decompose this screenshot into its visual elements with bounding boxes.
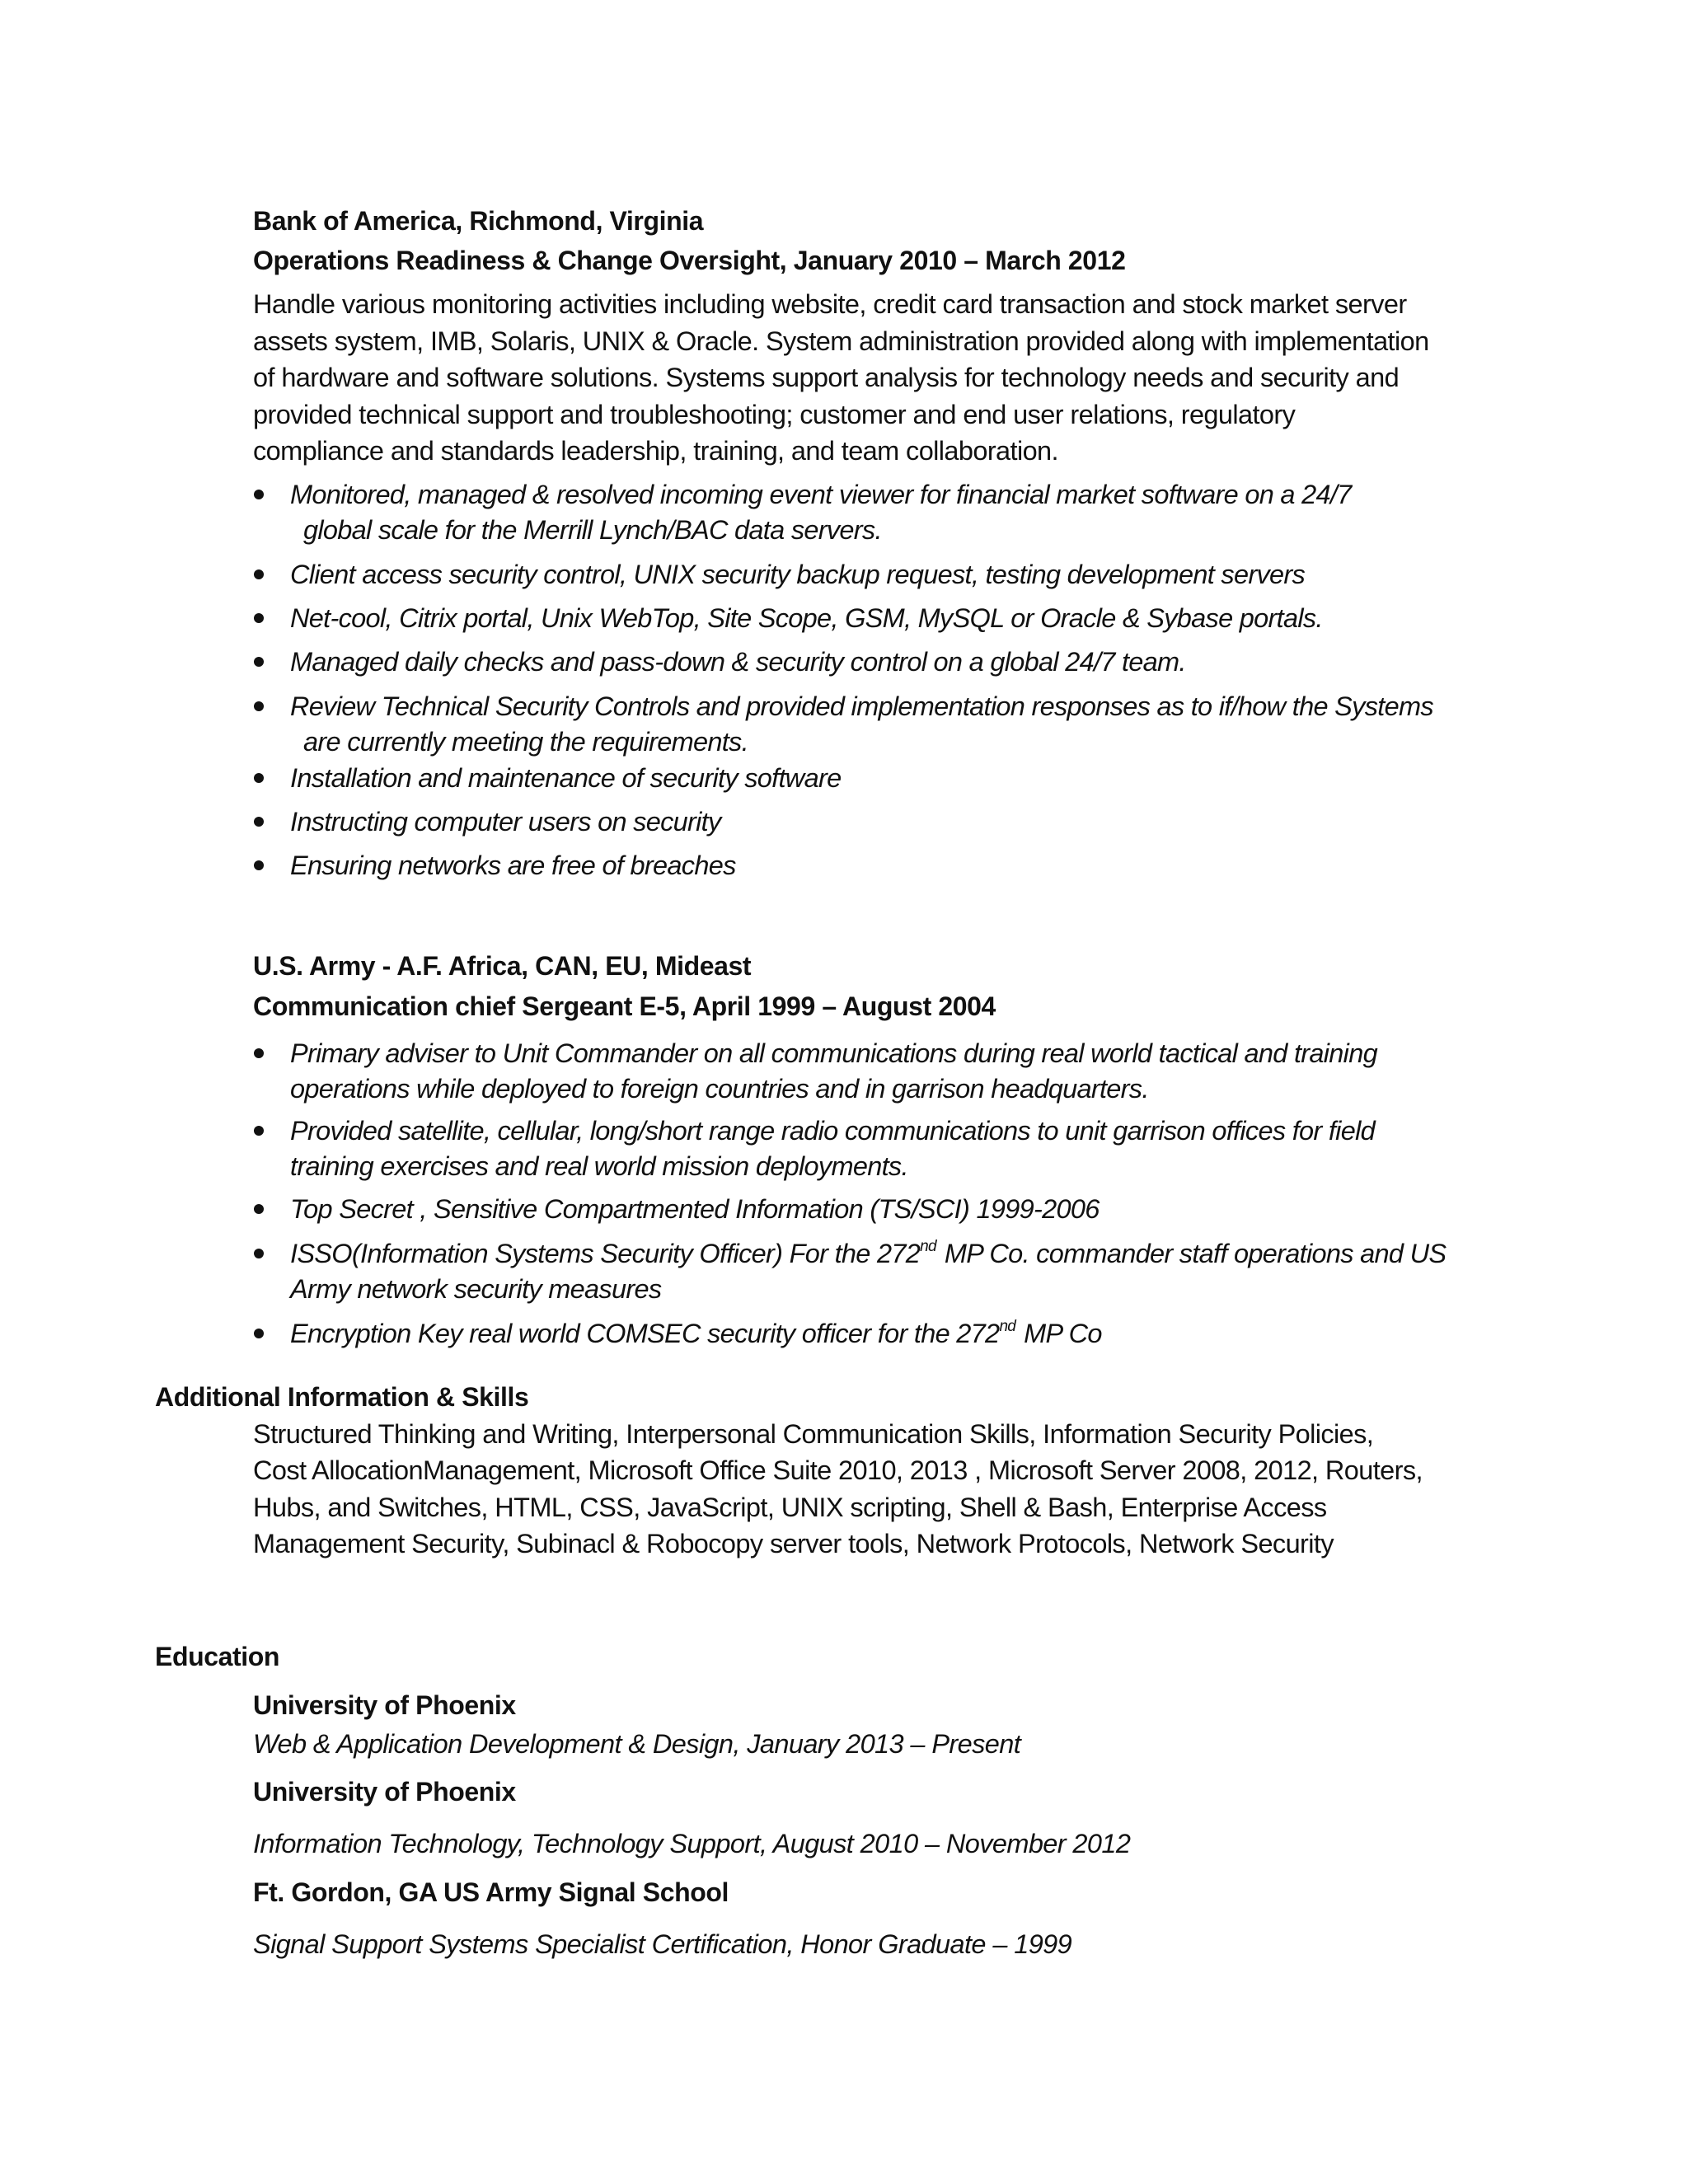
boa-bullet-4: Managed daily checks and pass-down & security control on a global 24/7 team. [290, 644, 1186, 680]
boa-description-line-3: of hardware and software solutions. Systems support analysis for technology needs and security and [253, 363, 1400, 392]
army-employer: U.S. Army - A.F. Africa, CAN, EU, Mideast [253, 951, 752, 981]
boa-bullet-5: Review Technical Security Controls and provided implementation responses as to if/how the Systems are currently meeting the requirements. [290, 689, 1433, 760]
boa-bullet-7: Instructing computer users on security [290, 804, 721, 840]
bullet-dot-icon [254, 1048, 264, 1058]
education-detail-1: Web & Application Development & Design, January 2013 – Present [253, 1729, 1021, 1759]
army-bullet-1: Primary adviser to Unit Commander on all communications during real world tactical and training operations while deployed to foreign countries and in garrison headquarters. [290, 1036, 1377, 1107]
boa-bullet-8: Ensuring networks are free of breaches [290, 848, 736, 883]
bullet-dot-icon [254, 1249, 264, 1258]
boa-role: Operations Readiness & Change Oversight, January 2010 – March 2012 [253, 246, 1126, 275]
skills-line-3: Hubs, and Switches, HTML, CSS, JavaScript, UNIX scripting, Shell & Bash, Enterprise Access [253, 1493, 1327, 1522]
bullet-dot-icon [254, 701, 264, 711]
education-title: Education [155, 1642, 280, 1671]
boa-description-line-1: Handle various monitoring activities including website, credit card transaction and stock market server [253, 289, 1407, 319]
army-bullet-3: Top Secret , Sensitive Compartmented Information (TS/SCI) 1999-2006 [290, 1192, 1100, 1227]
education-detail-2: Information Technology, Technology Support, August 2010 – November 2012 [253, 1829, 1131, 1858]
bullet-dot-icon [254, 613, 264, 623]
army-bullet-list [290, 0, 1526, 1401]
bullet-dot-icon [254, 1126, 264, 1136]
boa-description-line-2: assets system, IMB, Solaris, UNIX & Oracle. System administration provided along with implementation [253, 326, 1429, 356]
army-bullet-2: Provided satellite, cellular, long/short range radio communications to unit garrison offices for field training exercises and real world mission deployments. [290, 1113, 1375, 1184]
boa-bullet-3: Net-cool, Citrix portal, Unix WebTop, Site Scope, GSM, MySQL or Oracle & Sybase portals. [290, 601, 1323, 636]
army-bullet-4: ISSO(Information Systems Security Officer) For the 272nd MP Co. commander staff operations and US Army network security measures [290, 1236, 1446, 1307]
boa-bullet-2: Client access security control, UNIX security backup request, testing development servers [290, 557, 1305, 593]
boa-employer: Bank of America, Richmond, Virginia [253, 206, 704, 236]
army-bullet-5: Encryption Key real world COMSEC security officer for the 272nd MP Co [290, 1316, 1102, 1352]
bullet-dot-icon [254, 657, 264, 667]
boa-bullet-1: Monitored, managed & resolved incoming event viewer for financial market software on a 24/7 global scale for the Merrill Lynch/BAC data servers. [290, 477, 1352, 548]
boa-bullet-6: Installation and maintenance of security software [290, 761, 841, 796]
ordinal-superscript: nd [999, 1318, 1016, 1335]
bullet-dot-icon [254, 817, 264, 827]
bullet-dot-icon [254, 773, 264, 783]
boa-description-line-5: compliance and standards leadership, training, and team collaboration. [253, 436, 1058, 466]
education-school-1: University of Phoenix [253, 1690, 516, 1720]
bullet-dot-icon [254, 1329, 264, 1338]
bullet-dot-icon [254, 490, 264, 499]
boa-description-line-4: provided technical support and troubleshooting; customer and end user relations, regulatory [253, 400, 1296, 429]
skills-line-4: Management Security, Subinacl & Robocopy server tools, Network Protocols, Network Security [253, 1529, 1334, 1558]
education-school-2: University of Phoenix [253, 1777, 516, 1807]
army-role: Communication chief Sergeant E-5, April 1999 – August 2004 [253, 991, 996, 1021]
bullet-dot-icon [254, 1204, 264, 1214]
education-detail-3: Signal Support Systems Specialist Certification, Honor Graduate – 1999 [253, 1929, 1072, 1959]
education-school-3: Ft. Gordon, GA US Army Signal School [253, 1877, 729, 1907]
skills-line-1: Structured Thinking and Writing, Interpersonal Communication Skills, Information Security Policies, [253, 1419, 1374, 1449]
skills-title: Additional Information & Skills [155, 1382, 529, 1412]
ordinal-superscript: nd [920, 1238, 936, 1255]
bullet-dot-icon [254, 569, 264, 579]
bullet-dot-icon [254, 860, 264, 870]
skills-line-2: Cost AllocationManagement, Microsoft Office Suite 2010, 2013 , Microsoft Server 2008, 2012, Routers, [253, 1455, 1423, 1485]
